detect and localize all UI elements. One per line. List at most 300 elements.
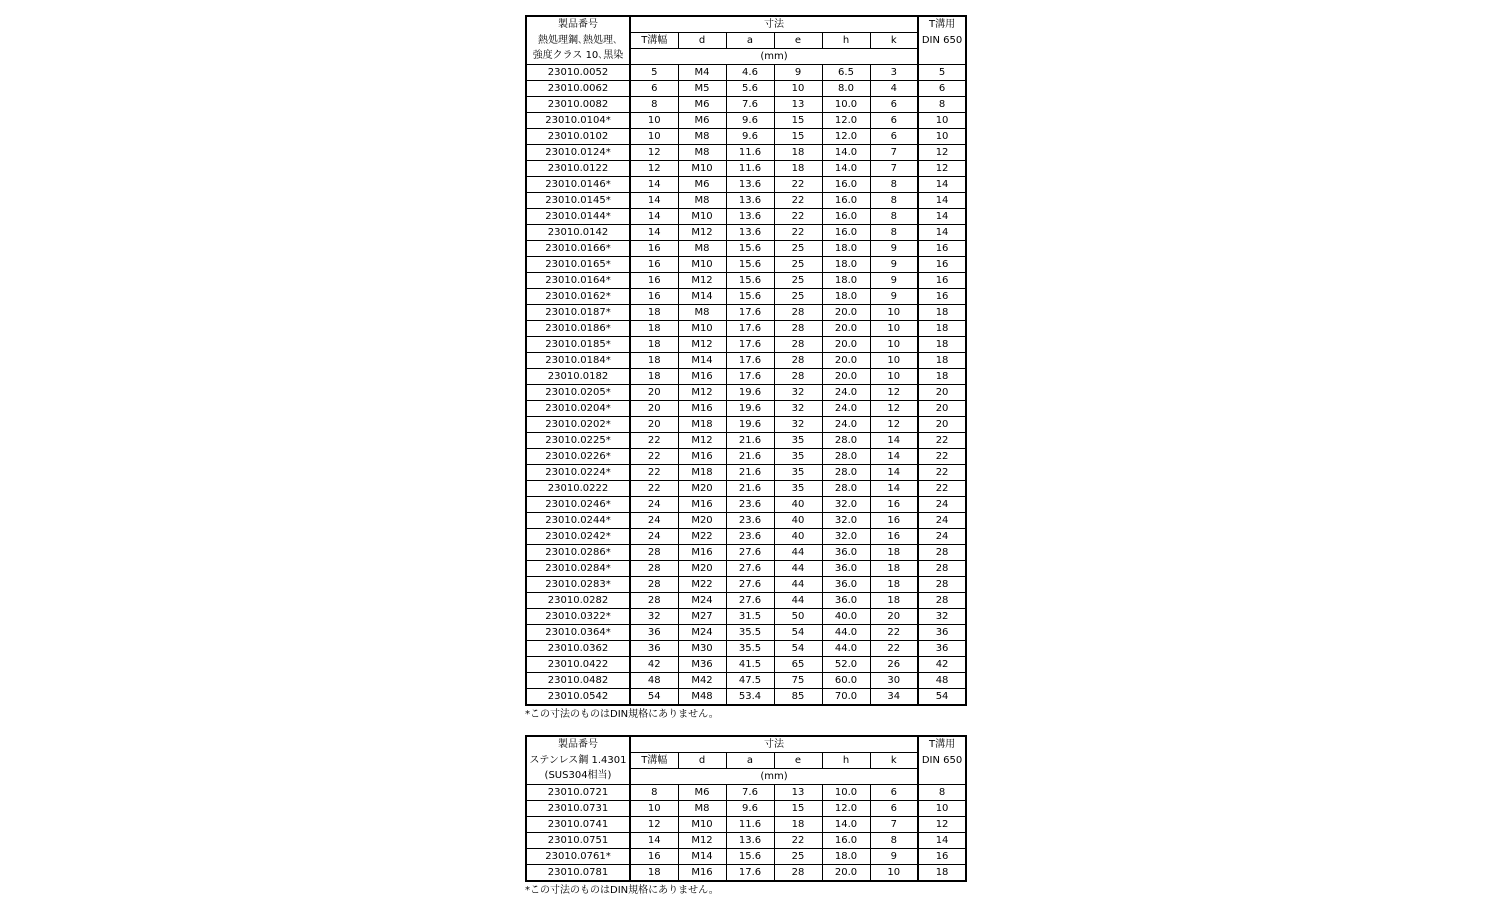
product-number-cell: 23010.0205*	[526, 385, 630, 401]
din-header-spacer	[918, 49, 966, 65]
dim-e-cell: 50	[774, 609, 822, 625]
dim-h-cell: 6.5	[822, 65, 870, 81]
t-slot-width-cell: 28	[630, 545, 678, 561]
dim-h-cell: 14.0	[822, 161, 870, 177]
product-number-cell: 23010.0142	[526, 225, 630, 241]
table-row	[526, 225, 966, 241]
thread-d-cell: M6	[678, 785, 726, 801]
table-row	[526, 833, 966, 849]
product-number-cell: 23010.0082	[526, 97, 630, 113]
dim-a-cell: 9.6	[726, 129, 774, 145]
dim-k-cell: 10	[870, 337, 918, 353]
table-row	[526, 65, 966, 81]
product-number-cell: 23010.0184*	[526, 353, 630, 369]
table-row	[526, 401, 966, 417]
product-number-cell: 23010.0186*	[526, 321, 630, 337]
col-header-d: d	[678, 33, 726, 49]
thread-d-cell: M12	[678, 833, 726, 849]
t-slot-din-cell: 18	[918, 353, 966, 369]
thread-d-cell: M20	[678, 513, 726, 529]
dim-a-cell: 47.5	[726, 673, 774, 689]
dim-k-cell: 7	[870, 145, 918, 161]
dimensions-header: 寸法	[630, 736, 918, 753]
thread-d-cell: M24	[678, 625, 726, 641]
product-number-cell: 23010.0362	[526, 641, 630, 657]
col-header-k: k	[870, 753, 918, 769]
dim-e-cell: 32	[774, 417, 822, 433]
product-number-cell: 23010.0283*	[526, 577, 630, 593]
t-slot-din-cell: 6	[918, 81, 966, 97]
t-slot-width-cell: 36	[630, 625, 678, 641]
dim-k-cell: 9	[870, 273, 918, 289]
thread-d-cell: M36	[678, 657, 726, 673]
dim-k-cell: 8	[870, 177, 918, 193]
dim-h-cell: 16.0	[822, 193, 870, 209]
dim-k-cell: 16	[870, 529, 918, 545]
dim-k-cell: 18	[870, 593, 918, 609]
t-slot-width-cell: 24	[630, 497, 678, 513]
dim-k-cell: 12	[870, 417, 918, 433]
dim-a-cell: 9.6	[726, 113, 774, 129]
table-row	[526, 129, 966, 145]
col-header-a: a	[726, 753, 774, 769]
t-slot-width-cell: 14	[630, 177, 678, 193]
dim-h-cell: 36.0	[822, 561, 870, 577]
spec-table-stainless-section	[525, 735, 967, 898]
table-row	[526, 865, 966, 882]
dim-a-cell: 7.6	[726, 97, 774, 113]
table-row	[526, 385, 966, 401]
dim-e-cell: 35	[774, 449, 822, 465]
dim-h-cell: 36.0	[822, 545, 870, 561]
dim-a-cell: 41.5	[726, 657, 774, 673]
table-row	[526, 337, 966, 353]
spec-table-stainless	[525, 735, 967, 882]
col-header-a: a	[726, 33, 774, 49]
dim-k-cell: 9	[870, 289, 918, 305]
dim-a-cell: 19.6	[726, 417, 774, 433]
dim-a-cell: 17.6	[726, 337, 774, 353]
t-slot-din-cell: 18	[918, 321, 966, 337]
dim-a-cell: 15.6	[726, 849, 774, 865]
table-row	[526, 321, 966, 337]
product-number-cell: 23010.0185*	[526, 337, 630, 353]
table-row	[526, 161, 966, 177]
dim-h-cell: 8.0	[822, 81, 870, 97]
dim-h-cell: 18.0	[822, 849, 870, 865]
dim-h-cell: 28.0	[822, 449, 870, 465]
t-slot-width-cell: 18	[630, 305, 678, 321]
dim-e-cell: 15	[774, 801, 822, 817]
thread-d-cell: M10	[678, 161, 726, 177]
dim-h-cell: 20.0	[822, 369, 870, 385]
material-line-2: (SUS304相当)	[526, 769, 630, 785]
t-slot-width-cell: 32	[630, 609, 678, 625]
table-row	[526, 641, 966, 657]
dim-a-cell: 11.6	[726, 817, 774, 833]
t-slot-din-cell: 22	[918, 449, 966, 465]
t-slot-width-cell: 10	[630, 801, 678, 817]
dim-h-cell: 18.0	[822, 241, 870, 257]
thread-d-cell: M27	[678, 609, 726, 625]
thread-d-cell: M14	[678, 353, 726, 369]
dim-k-cell: 14	[870, 433, 918, 449]
dim-k-cell: 14	[870, 481, 918, 497]
dim-h-cell: 24.0	[822, 401, 870, 417]
dim-e-cell: 35	[774, 465, 822, 481]
dim-k-cell: 4	[870, 81, 918, 97]
col-header-d: d	[678, 753, 726, 769]
thread-d-cell: M16	[678, 865, 726, 882]
t-slot-width-cell: 18	[630, 353, 678, 369]
dim-h-cell: 18.0	[822, 273, 870, 289]
t-slot-din-cell: 22	[918, 465, 966, 481]
t-slot-din-cell: 12	[918, 145, 966, 161]
dim-e-cell: 85	[774, 689, 822, 706]
dim-k-cell: 9	[870, 257, 918, 273]
dim-h-cell: 44.0	[822, 641, 870, 657]
t-slot-width-cell: 14	[630, 193, 678, 209]
t-slot-din-cell: 10	[918, 129, 966, 145]
dim-a-cell: 15.6	[726, 273, 774, 289]
dim-h-cell: 36.0	[822, 577, 870, 593]
dim-k-cell: 30	[870, 673, 918, 689]
table-row	[526, 801, 966, 817]
dim-h-cell: 20.0	[822, 337, 870, 353]
product-number-cell: 23010.0124*	[526, 145, 630, 161]
dim-h-cell: 10.0	[822, 97, 870, 113]
t-slot-din-cell: 16	[918, 241, 966, 257]
thread-d-cell: M12	[678, 433, 726, 449]
dim-h-cell: 16.0	[822, 225, 870, 241]
t-slot-din-cell: 16	[918, 849, 966, 865]
dim-a-cell: 53.4	[726, 689, 774, 706]
t-slot-width-cell: 22	[630, 465, 678, 481]
dim-e-cell: 28	[774, 305, 822, 321]
thread-d-cell: M10	[678, 321, 726, 337]
t-slot-width-cell: 12	[630, 145, 678, 161]
dim-k-cell: 12	[870, 401, 918, 417]
dim-k-cell: 7	[870, 817, 918, 833]
col-header-h: h	[822, 33, 870, 49]
table-row	[526, 465, 966, 481]
dim-e-cell: 18	[774, 145, 822, 161]
spec-table-heat-treated-body	[526, 65, 966, 706]
dim-k-cell: 8	[870, 833, 918, 849]
thread-d-cell: M5	[678, 81, 726, 97]
din-header-spacer	[918, 769, 966, 785]
unit-label: (mm)	[630, 49, 918, 65]
dim-e-cell: 28	[774, 353, 822, 369]
dim-e-cell: 18	[774, 817, 822, 833]
dim-k-cell: 6	[870, 97, 918, 113]
thread-d-cell: M48	[678, 689, 726, 706]
thread-d-cell: M16	[678, 545, 726, 561]
dim-k-cell: 12	[870, 385, 918, 401]
dim-h-cell: 28.0	[822, 433, 870, 449]
thread-d-cell: M16	[678, 401, 726, 417]
thread-d-cell: M10	[678, 257, 726, 273]
t-slot-width-cell: 24	[630, 529, 678, 545]
dim-h-cell: 32.0	[822, 513, 870, 529]
t-slot-width-cell: 16	[630, 273, 678, 289]
dim-a-cell: 17.6	[726, 321, 774, 337]
table-row	[526, 593, 966, 609]
thread-d-cell: M16	[678, 449, 726, 465]
table-row	[526, 145, 966, 161]
t-slot-din-cell: 10	[918, 113, 966, 129]
product-number-cell: 23010.0166*	[526, 241, 630, 257]
thread-d-cell: M12	[678, 273, 726, 289]
t-slot-din-cell: 18	[918, 369, 966, 385]
t-slot-width-cell: 14	[630, 209, 678, 225]
t-slot-din-cell: 28	[918, 561, 966, 577]
product-number-cell: 23010.0165*	[526, 257, 630, 273]
thread-d-cell: M14	[678, 289, 726, 305]
table-row	[526, 81, 966, 97]
dim-a-cell: 7.6	[726, 785, 774, 801]
dim-k-cell: 20	[870, 609, 918, 625]
thread-d-cell: M6	[678, 97, 726, 113]
dim-h-cell: 32.0	[822, 497, 870, 513]
t-slot-width-cell: 16	[630, 241, 678, 257]
dim-h-cell: 12.0	[822, 129, 870, 145]
dim-k-cell: 34	[870, 689, 918, 706]
dim-k-cell: 9	[870, 241, 918, 257]
dim-e-cell: 32	[774, 385, 822, 401]
dim-h-cell: 14.0	[822, 145, 870, 161]
dim-e-cell: 44	[774, 545, 822, 561]
table-row	[526, 817, 966, 833]
dim-e-cell: 25	[774, 273, 822, 289]
dim-e-cell: 40	[774, 529, 822, 545]
product-number-cell: 23010.0222	[526, 481, 630, 497]
dim-h-cell: 16.0	[822, 833, 870, 849]
product-number-cell: 23010.0187*	[526, 305, 630, 321]
table-row	[526, 849, 966, 865]
thread-d-cell: M8	[678, 305, 726, 321]
dim-k-cell: 18	[870, 577, 918, 593]
thread-d-cell: M6	[678, 113, 726, 129]
product-number-cell: 23010.0721	[526, 785, 630, 801]
material-line-1: ステンレス鋼 1.4301	[526, 753, 630, 769]
thread-d-cell: M10	[678, 817, 726, 833]
product-number-cell: 23010.0246*	[526, 497, 630, 513]
t-slot-width-cell: 22	[630, 481, 678, 497]
dim-a-cell: 27.6	[726, 561, 774, 577]
product-number-cell: 23010.0145*	[526, 193, 630, 209]
t-slot-din-cell: 42	[918, 657, 966, 673]
dim-e-cell: 22	[774, 833, 822, 849]
thread-d-cell: M6	[678, 177, 726, 193]
t-slot-width-cell: 48	[630, 673, 678, 689]
t-slot-width-cell: 18	[630, 321, 678, 337]
t-slot-din-cell: 48	[918, 673, 966, 689]
table-row	[526, 689, 966, 706]
dim-a-cell: 13.6	[726, 833, 774, 849]
din-standard-header: DIN 650	[918, 33, 966, 49]
thread-d-cell: M16	[678, 369, 726, 385]
t-slot-din-cell: 28	[918, 577, 966, 593]
table-row	[526, 497, 966, 513]
t-slot-width-cell: 10	[630, 129, 678, 145]
dim-a-cell: 21.6	[726, 481, 774, 497]
dim-h-cell: 14.0	[822, 817, 870, 833]
t-slot-use-header: T溝用	[918, 736, 966, 753]
table-row	[526, 417, 966, 433]
t-slot-din-cell: 16	[918, 257, 966, 273]
t-slot-din-cell: 28	[918, 593, 966, 609]
product-number-cell: 23010.0226*	[526, 449, 630, 465]
unit-label: (mm)	[630, 769, 918, 785]
dim-k-cell: 18	[870, 561, 918, 577]
dim-a-cell: 17.6	[726, 305, 774, 321]
product-number-cell: 23010.0751	[526, 833, 630, 849]
t-slot-din-cell: 22	[918, 481, 966, 497]
t-slot-din-cell: 20	[918, 401, 966, 417]
dim-a-cell: 21.6	[726, 449, 774, 465]
dim-k-cell: 8	[870, 209, 918, 225]
table-row	[526, 353, 966, 369]
dim-e-cell: 75	[774, 673, 822, 689]
dim-a-cell: 23.6	[726, 497, 774, 513]
t-slot-din-cell: 24	[918, 513, 966, 529]
t-slot-din-cell: 8	[918, 97, 966, 113]
table-row	[526, 257, 966, 273]
thread-d-cell: M22	[678, 529, 726, 545]
t-slot-din-cell: 36	[918, 625, 966, 641]
thread-d-cell: M42	[678, 673, 726, 689]
t-slot-width-cell: 18	[630, 337, 678, 353]
t-slot-width-cell: 12	[630, 817, 678, 833]
t-slot-din-cell: 24	[918, 497, 966, 513]
thread-d-cell: M18	[678, 417, 726, 433]
spec-table-heat-treated-section	[525, 15, 967, 722]
t-slot-use-header: T溝用	[918, 16, 966, 33]
dim-h-cell: 12.0	[822, 113, 870, 129]
dim-e-cell: 25	[774, 257, 822, 273]
thread-d-cell: M12	[678, 385, 726, 401]
dim-k-cell: 3	[870, 65, 918, 81]
product-number-cell: 23010.0731	[526, 801, 630, 817]
dim-k-cell: 10	[870, 865, 918, 882]
dim-e-cell: 35	[774, 481, 822, 497]
t-slot-din-cell: 32	[918, 609, 966, 625]
spec-table-heat-treated	[525, 15, 967, 706]
dim-h-cell: 18.0	[822, 257, 870, 273]
dim-a-cell: 15.6	[726, 289, 774, 305]
dim-a-cell: 17.6	[726, 865, 774, 882]
dim-h-cell: 10.0	[822, 785, 870, 801]
product-number-cell: 23010.0282	[526, 593, 630, 609]
dim-k-cell: 14	[870, 449, 918, 465]
col-header-k: k	[870, 33, 918, 49]
product-number-cell: 23010.0224*	[526, 465, 630, 481]
dim-a-cell: 11.6	[726, 161, 774, 177]
dim-e-cell: 28	[774, 337, 822, 353]
product-number-cell: 23010.0761*	[526, 849, 630, 865]
table-row	[526, 289, 966, 305]
dim-e-cell: 44	[774, 561, 822, 577]
table-row	[526, 545, 966, 561]
dim-h-cell: 28.0	[822, 465, 870, 481]
thread-d-cell: M10	[678, 209, 726, 225]
t-slot-din-cell: 18	[918, 865, 966, 882]
thread-d-cell: M16	[678, 497, 726, 513]
t-slot-width-cell: 14	[630, 833, 678, 849]
dim-a-cell: 27.6	[726, 545, 774, 561]
t-slot-din-cell: 18	[918, 337, 966, 353]
thread-d-cell: M8	[678, 129, 726, 145]
footnote-non-din: *この寸法のものはDIN規格にありません。	[525, 709, 719, 720]
thread-d-cell: M20	[678, 561, 726, 577]
t-slot-width-cell: 16	[630, 257, 678, 273]
dim-a-cell: 17.6	[726, 353, 774, 369]
dim-a-cell: 13.6	[726, 209, 774, 225]
product-number-cell: 23010.0052	[526, 65, 630, 81]
din-standard-header: DIN 650	[918, 753, 966, 769]
dim-k-cell: 10	[870, 353, 918, 369]
t-slot-width-cell: 20	[630, 417, 678, 433]
dim-a-cell: 11.6	[726, 145, 774, 161]
t-slot-din-cell: 14	[918, 209, 966, 225]
dim-k-cell: 18	[870, 545, 918, 561]
dim-a-cell: 17.6	[726, 369, 774, 385]
thread-d-cell: M30	[678, 641, 726, 657]
table-row	[526, 305, 966, 321]
t-slot-width-cell: 28	[630, 561, 678, 577]
material-line-2: 強度クラス 10､黒染	[526, 49, 630, 65]
dim-k-cell: 8	[870, 225, 918, 241]
dim-e-cell: 54	[774, 641, 822, 657]
thread-d-cell: M8	[678, 145, 726, 161]
dim-a-cell: 9.6	[726, 801, 774, 817]
dim-a-cell: 4.6	[726, 65, 774, 81]
t-slot-din-cell: 14	[918, 225, 966, 241]
dim-e-cell: 15	[774, 129, 822, 145]
product-number-cell: 23010.0225*	[526, 433, 630, 449]
col-header-e: e	[774, 753, 822, 769]
product-number-cell: 23010.0242*	[526, 529, 630, 545]
t-slot-din-cell: 8	[918, 785, 966, 801]
dim-a-cell: 13.6	[726, 193, 774, 209]
dim-k-cell: 6	[870, 801, 918, 817]
dim-e-cell: 54	[774, 625, 822, 641]
t-slot-din-cell: 22	[918, 433, 966, 449]
thread-d-cell: M8	[678, 241, 726, 257]
dim-e-cell: 44	[774, 577, 822, 593]
table-row	[526, 193, 966, 209]
dim-k-cell: 6	[870, 785, 918, 801]
product-number-cell: 23010.0104*	[526, 113, 630, 129]
product-number-cell: 23010.0781	[526, 865, 630, 882]
dim-h-cell: 24.0	[822, 385, 870, 401]
dim-e-cell: 18	[774, 161, 822, 177]
thread-d-cell: M22	[678, 577, 726, 593]
table-row	[526, 273, 966, 289]
thread-d-cell: M8	[678, 801, 726, 817]
dim-k-cell: 22	[870, 625, 918, 641]
dim-a-cell: 27.6	[726, 593, 774, 609]
t-slot-din-cell: 20	[918, 385, 966, 401]
dim-e-cell: 25	[774, 241, 822, 257]
dim-e-cell: 28	[774, 865, 822, 882]
t-slot-width-cell: 18	[630, 369, 678, 385]
t-slot-width-cell: 54	[630, 689, 678, 706]
dim-h-cell: 60.0	[822, 673, 870, 689]
dim-h-cell: 36.0	[822, 593, 870, 609]
product-number-cell: 23010.0162*	[526, 289, 630, 305]
